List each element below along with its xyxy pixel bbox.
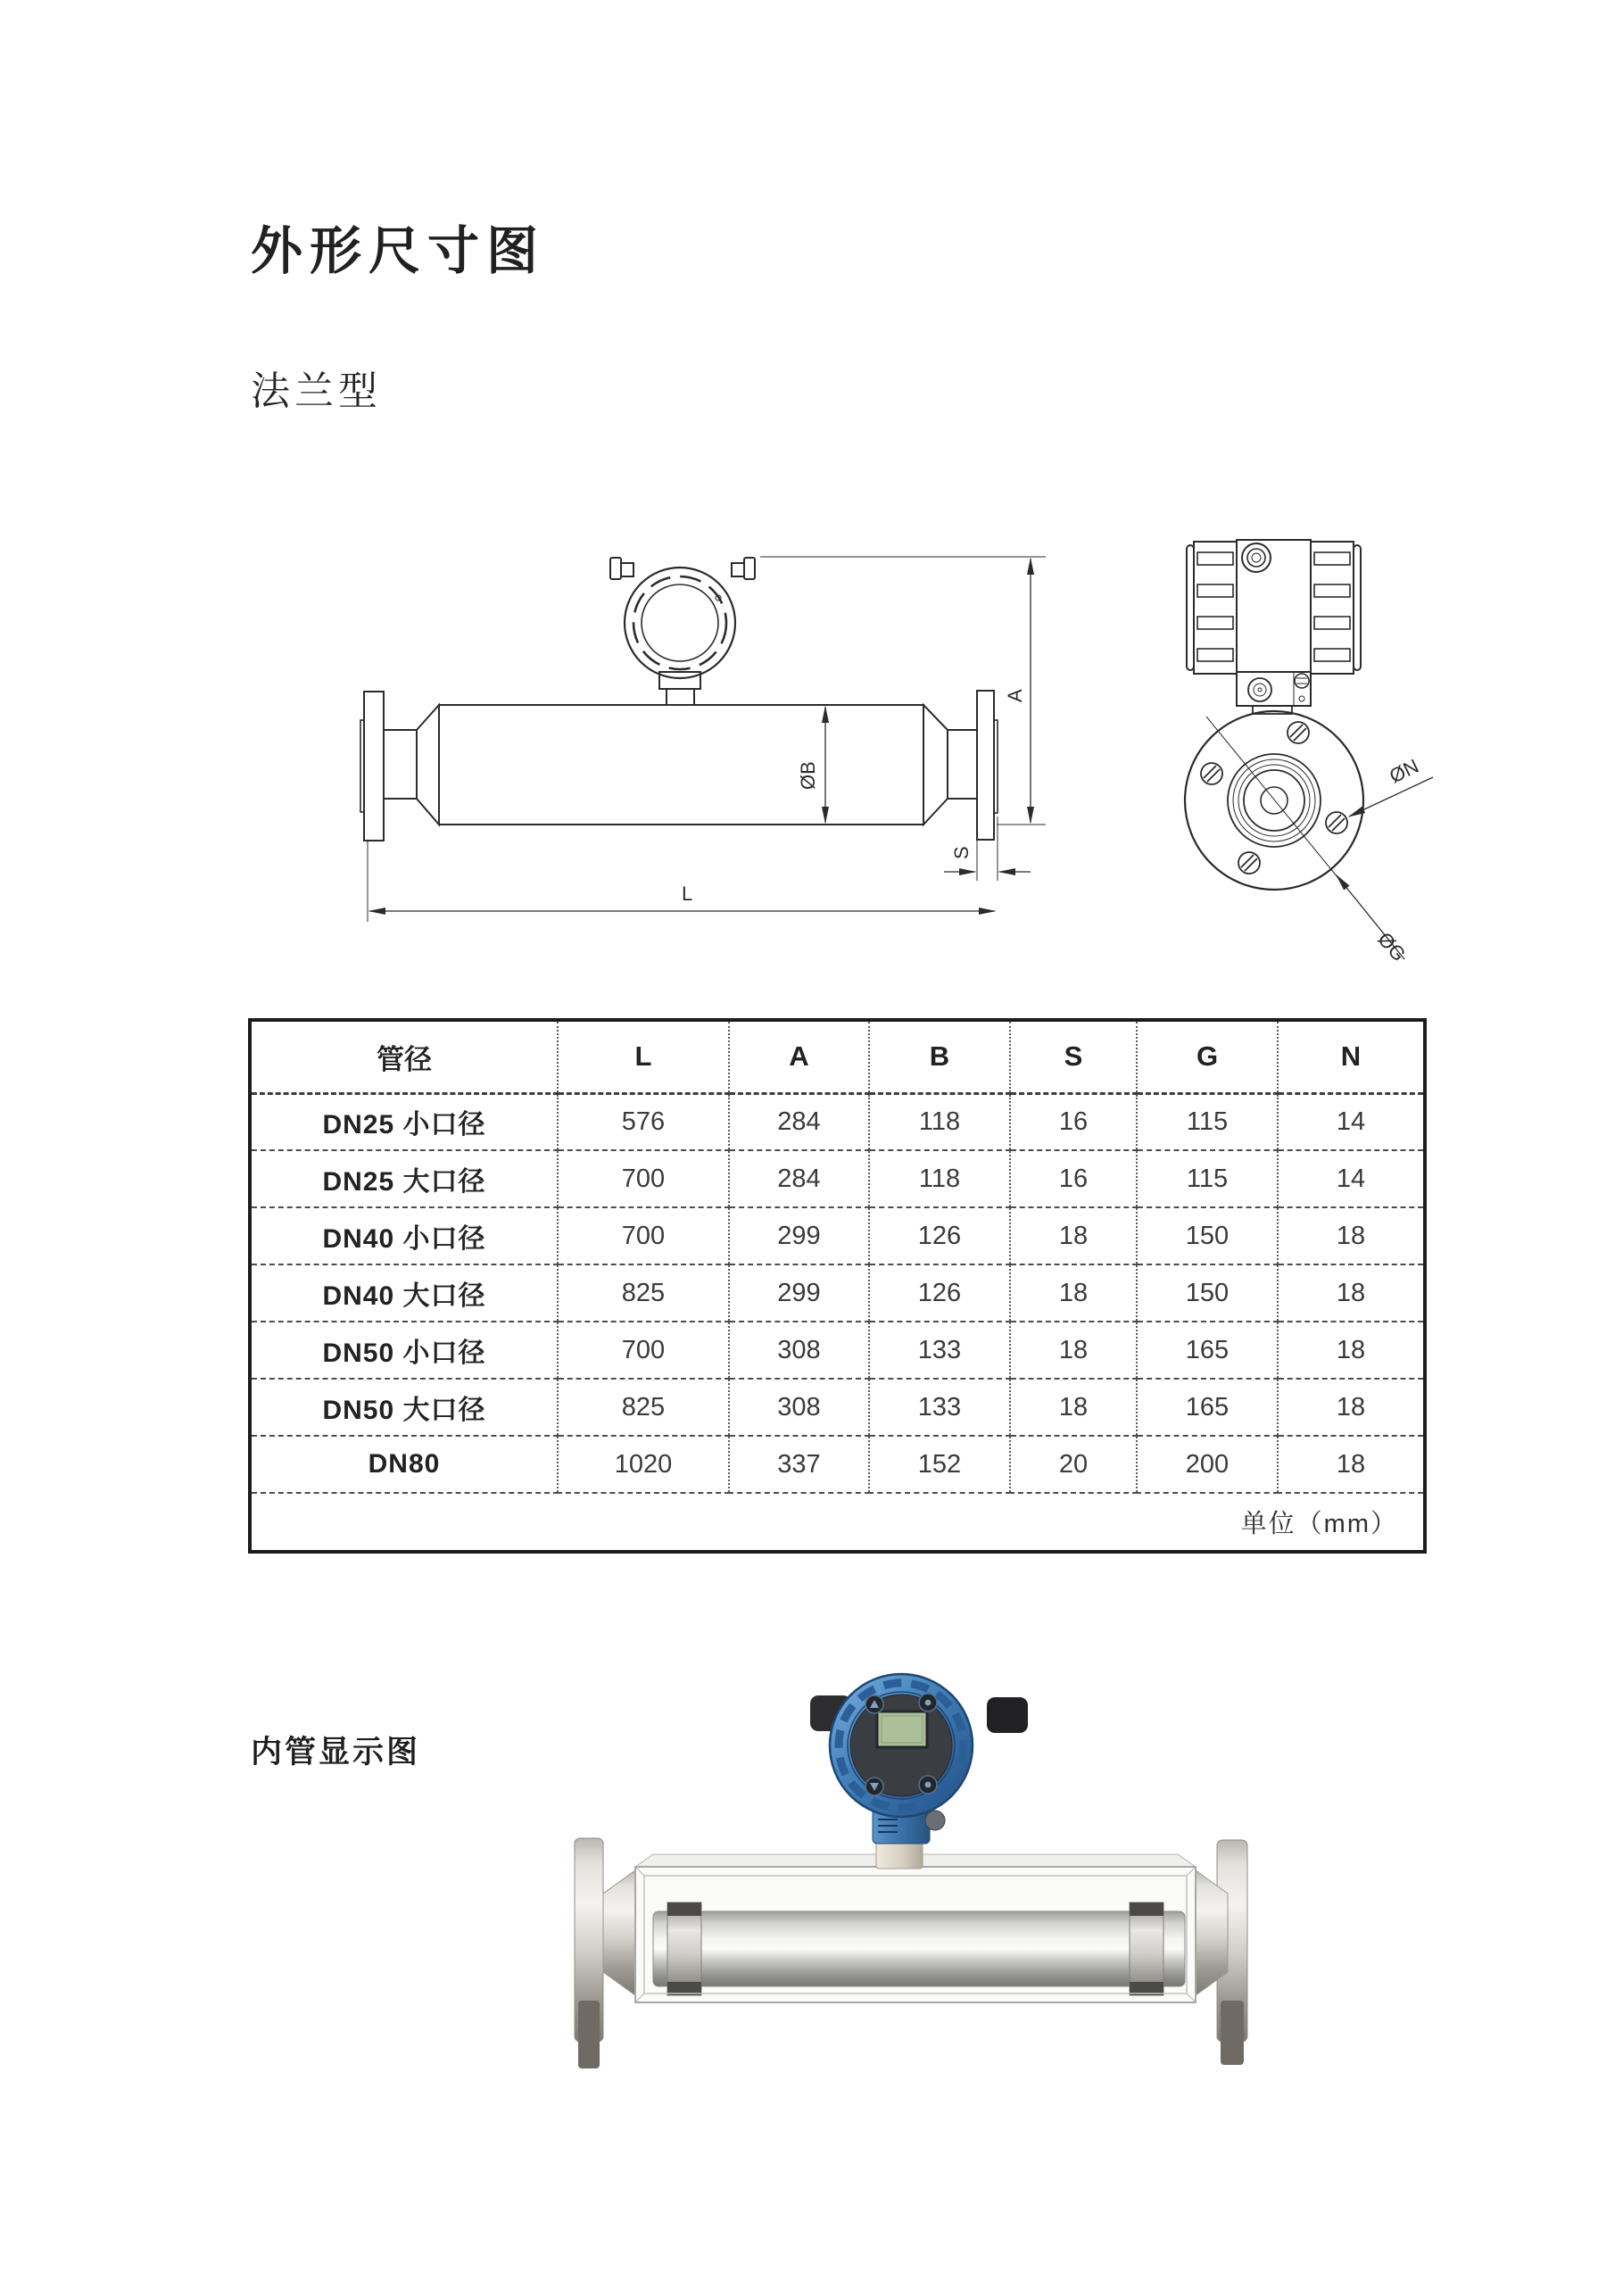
cell-model: DN40 小口径 xyxy=(250,1207,558,1264)
cell-value: 14 xyxy=(1278,1093,1425,1150)
cell-value: 126 xyxy=(869,1207,1010,1264)
cell-value: 18 xyxy=(1278,1436,1425,1493)
outline-dimension-drawing xyxy=(214,522,1481,999)
dim-label-flange-thickness: S xyxy=(950,846,973,859)
inner-tube-render xyxy=(553,1669,1267,2097)
col-header-N: N xyxy=(1278,1020,1425,1093)
col-header-L: L xyxy=(558,1020,729,1093)
cell-model: DN40 大口径 xyxy=(250,1264,558,1322)
col-header-B: B xyxy=(869,1020,1010,1093)
inner-tube-3d xyxy=(653,1911,1185,1986)
cell-value: 150 xyxy=(1137,1264,1278,1322)
cable-gland-right xyxy=(987,1697,1028,1733)
dim-label-body-diameter: ØB xyxy=(797,761,819,790)
table-row xyxy=(250,1150,1425,1207)
col-header-A: A xyxy=(729,1020,869,1093)
transmitter-housing-end xyxy=(1187,540,1361,714)
cell-model: DN25 大口径 xyxy=(250,1150,558,1207)
flow-tube-side xyxy=(360,691,998,841)
cell-value: 16 xyxy=(1010,1093,1137,1150)
col-header-G: G xyxy=(1137,1020,1278,1093)
cell-value: 299 xyxy=(729,1264,869,1322)
flange-end-view xyxy=(1185,711,1363,890)
cell-value: 165 xyxy=(1137,1379,1278,1436)
cell-value: 18 xyxy=(1010,1264,1137,1322)
left-flange-leg xyxy=(578,2001,600,2068)
pipe-assembly-3d xyxy=(575,1838,1247,2068)
cell-value: 115 xyxy=(1137,1150,1278,1207)
cell-value: 18 xyxy=(1010,1207,1137,1264)
unit-note: 单位（mm） xyxy=(250,1493,1425,1552)
cell-value: 18 xyxy=(1010,1379,1137,1436)
dim-label-bolt-hole: ØN xyxy=(1386,754,1422,788)
side-view-drawing xyxy=(360,557,1046,922)
table-row xyxy=(250,1207,1425,1264)
cell-value: 299 xyxy=(729,1207,869,1264)
transmitter-3d xyxy=(810,1674,1028,1869)
cell-value: 16 xyxy=(1010,1150,1137,1207)
inner-tube-figure-label: 内管显示图 xyxy=(251,1735,421,1770)
cell-value: 152 xyxy=(869,1436,1010,1493)
page-title: 外形尺寸图 xyxy=(251,222,546,280)
cell-value: 115 xyxy=(1137,1093,1278,1150)
cell-model: DN80 xyxy=(250,1436,558,1493)
left-cone-3d xyxy=(603,1870,635,1995)
cell-value: 118 xyxy=(869,1093,1010,1150)
cell-value: 118 xyxy=(869,1150,1010,1207)
col-header-pipe-diameter: 管径 xyxy=(250,1020,558,1093)
cell-value: 133 xyxy=(869,1379,1010,1436)
cell-value: 700 xyxy=(558,1207,729,1264)
dim-flange-thickness xyxy=(944,816,1031,881)
end-view-drawing xyxy=(1185,540,1433,966)
cell-value: 700 xyxy=(558,1322,729,1379)
flange-bolts xyxy=(1201,722,1347,874)
right-flange-leg xyxy=(1221,2001,1244,2065)
cell-value: 20 xyxy=(1010,1436,1137,1493)
col-header-S: S xyxy=(1010,1020,1137,1093)
cell-value: 576 xyxy=(558,1093,729,1150)
dim-body-diameter xyxy=(797,707,825,823)
cell-value: 133 xyxy=(869,1322,1010,1379)
dim-label-height: A xyxy=(1004,689,1026,702)
cell-value: 337 xyxy=(729,1436,869,1493)
section-title-flange-type: 法兰型 xyxy=(251,369,382,413)
cell-value: 165 xyxy=(1137,1322,1278,1379)
cell-model: DN50 小口径 xyxy=(250,1322,558,1379)
dim-bolt-circle xyxy=(1337,875,1411,966)
cell-value: 18 xyxy=(1278,1322,1425,1379)
cell-value: 1020 xyxy=(558,1436,729,1493)
cell-model: DN25 小口径 xyxy=(322,1110,486,1140)
cell-value: 284 xyxy=(729,1093,869,1150)
cell-value: 825 xyxy=(558,1264,729,1322)
cell-value: 18 xyxy=(1278,1379,1425,1436)
cell-value: 308 xyxy=(729,1322,869,1379)
table-footer-row xyxy=(250,1493,1425,1552)
cell-value: 18 xyxy=(1010,1322,1137,1379)
lcd-display xyxy=(877,1712,927,1747)
cell-value: 14 xyxy=(1278,1150,1425,1207)
dim-label-length: L xyxy=(682,883,693,905)
cell-value: 200 xyxy=(1137,1436,1278,1493)
dim-label-bolt-circle: ØG xyxy=(1373,927,1411,966)
table-header-row xyxy=(250,1020,1425,1093)
cell-model: DN50 大口径 xyxy=(250,1379,558,1436)
cell-value: 284 xyxy=(729,1150,869,1207)
dimension-table xyxy=(248,1018,1427,1554)
cell-value: 18 xyxy=(1278,1264,1425,1322)
dim-length xyxy=(368,841,995,922)
table-row xyxy=(250,1093,1425,1150)
table-row xyxy=(250,1436,1425,1493)
cell-value: 700 xyxy=(558,1150,729,1207)
cell-value: 150 xyxy=(1137,1207,1278,1264)
cell-value: 126 xyxy=(869,1264,1010,1322)
neck-side-port xyxy=(925,1811,945,1830)
cell-value: 18 xyxy=(1278,1207,1425,1264)
cell-value: 825 xyxy=(558,1379,729,1436)
table-row xyxy=(250,1264,1425,1322)
cell-value: 308 xyxy=(729,1379,869,1436)
transmitter-head-side xyxy=(610,558,755,705)
table-row xyxy=(250,1322,1425,1379)
table-row xyxy=(250,1379,1425,1436)
